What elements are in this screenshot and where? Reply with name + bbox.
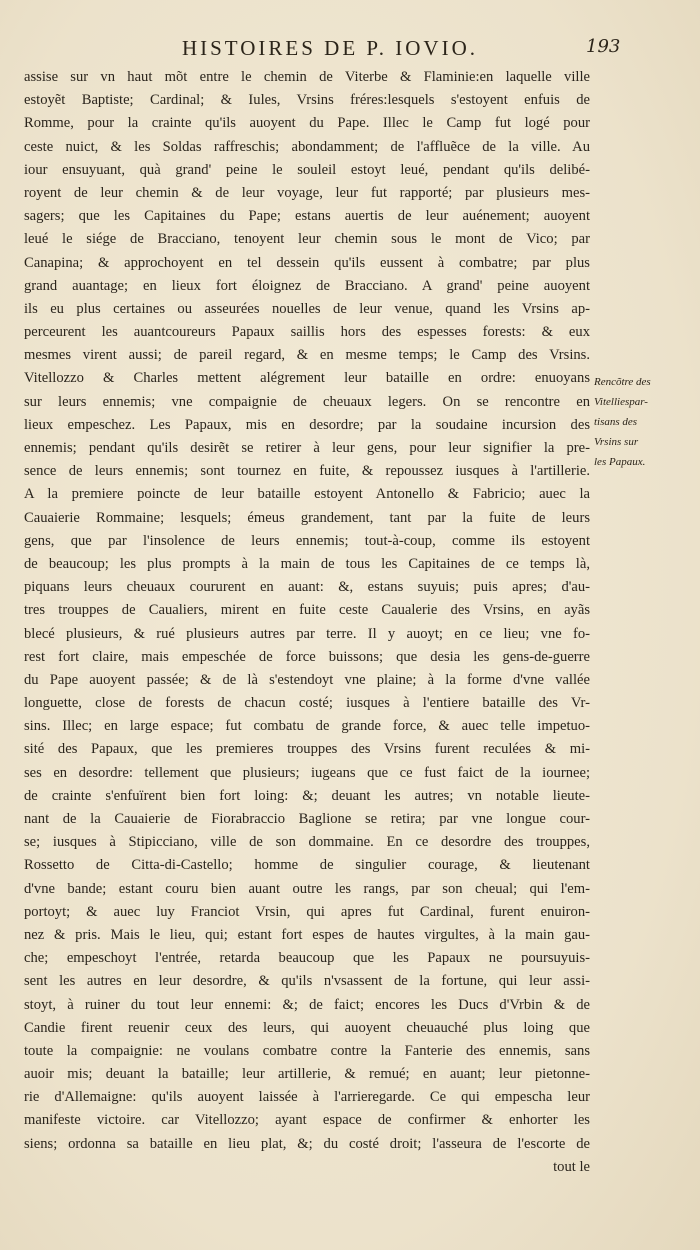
page-number: 193 bbox=[586, 36, 621, 57]
text-line: perceurent les auantcoureurs Papaux saillis hors des espesses forests: & eux bbox=[24, 324, 590, 341]
text-line: toute la compaignie: ne voulans combatre contre la Fanterie des ennemis, sans bbox=[24, 1042, 590, 1059]
text-line: rie d'Allemaigne: qu'ils auoyent laissée à l'arrieregarde. Ce qui empescha leur bbox=[24, 1089, 590, 1106]
text-line: nez & pris. Mais le lieu, qui; estant fort espes de hautes virgultes, à la main gau- bbox=[24, 926, 590, 943]
text-line: Candie firent reuenir ceux des leurs, qui auoyent cheuauché plus loing que bbox=[24, 1019, 590, 1036]
text-line: stoyt, à ruiner du tout leur ennemi: &; de faict; encores les Ducs d'Vrbin & de bbox=[24, 996, 590, 1013]
text-line: Cauaierie Rommaine; lesquels; émeus grandement, tant par la fuite de leurs bbox=[24, 509, 590, 526]
text-line: assise sur vn haut mõt entre le chemin de Viterbe & Flaminie:en laquelle ville bbox=[24, 69, 590, 85]
text-line: gens, que par l'insolence de leurs ennemis; tout-à-coup, comme ils estoyent bbox=[24, 532, 590, 549]
text-line: royent de leur chemin & de leur voyage, leur fut rapporté; par plusieurs mes- bbox=[24, 184, 590, 201]
text-line: grand auantage; en lieux fort éloignez de Bracciano. A grand' peine auoyent bbox=[24, 277, 590, 294]
text-line: blecé plusieurs, & rué plusieurs autres par terre. Il y auoyt; en ce lieu; vne fo- bbox=[24, 625, 590, 642]
text-line: Vitellozzo & Charles mettent alégrement leur bataille en ordre: enuoyans bbox=[24, 370, 590, 387]
text-line: sagers; que les Capitaines du Pape; estans auertis de leur auénement; auoyent bbox=[24, 208, 590, 225]
text-line: sité des Papaux, que les premieres trouppes des Vrsins furent reculées & mi- bbox=[24, 741, 590, 758]
text-line: estoyẽt Baptiste; Cardinal; & Iules, Vrsins fréres:lesquels s'estoyent enfuis de bbox=[24, 92, 590, 109]
text-line: tres trouppes de Caualiers, mirent en fuite ceste Caualerie des Vrsins, en ayãs bbox=[24, 602, 590, 619]
text-line: piquans leurs cheuaux coururent en auant: &, estans suyuis; puis apres; d'au- bbox=[24, 579, 590, 596]
text-line: se; iusques à Stipicciano, ville de son dommaine. En ce desordre des trouppes, bbox=[24, 834, 590, 851]
margin-note bbox=[594, 372, 694, 472]
text-line: leué le siége de Bracciano, tenoyent leur chemin sous le mont de Vico; par bbox=[24, 231, 590, 248]
text-line: manifeste victoire. car Vitellozzo; ayant espace de confirmer & enhorter les bbox=[24, 1112, 590, 1129]
text-line: longuette, close de forests de chacun costé; iusques à l'entiere bataille des Vr- bbox=[24, 695, 590, 712]
text-line: sins. Illec; en large espace; fut combatu de grande force, & auec telle impetuo- bbox=[24, 718, 590, 735]
text-line: Canapina; & approchoyent en tel dessein qu'ils eussent à combatre; par plus bbox=[24, 254, 590, 271]
text-line: ceste nuict, & les Soldas raffreschis; abondamment; de l'affluẽce de la ville. Au bbox=[24, 138, 590, 155]
text-line: de beaucoup; les plus prompts à la main de tous les Capitaines de ce temps là, bbox=[24, 555, 590, 572]
text-line: lieux empeschez. Les Papaux, mis en desordre; par la soudaine incursion des bbox=[24, 416, 590, 433]
margin-note-line: tisans des bbox=[594, 416, 638, 428]
text-line: tout le bbox=[553, 1158, 590, 1175]
margin-note-line: Vitelliespar- bbox=[594, 396, 648, 408]
text-line: ils eu plus certaines ou asseurées nouelles de leur venue, quand les Vrsins ap- bbox=[24, 300, 590, 317]
text-line: Rossetto de Citta-di-Castello; homme de singulier courage, & lieutenant bbox=[24, 857, 590, 874]
text-line: sur leurs ennemis; vne compaignie de cheuaux legers. On se rencontre en bbox=[24, 393, 590, 410]
text-line: ses en desordre: tellement que plusieurs; iugeans que ce fust faict de la iournee; bbox=[24, 764, 590, 781]
text-line: siens; ordonna sa bataille en lieu plat, &; du costé droit; l'asseura de l'escorte de bbox=[24, 1135, 590, 1152]
text-line: Romme, pour la crainte qu'ils auoyent du Pape. Illec le Camp fut logé pour bbox=[24, 115, 590, 132]
text-line: du Pape auoyent passée; & de là s'estendoyt vne plaine; à la forme d'vne vallée bbox=[24, 671, 590, 688]
text-line: nant de la Cauaierie de Fiorabraccio Baglione se retira; par vne longue cour- bbox=[24, 811, 590, 827]
text-line: che; empeschoyt l'entrée, retarda beaucoup que les Papaux ne poursuyuis- bbox=[24, 950, 590, 967]
text-line: sent les autres en leur desordre, & qu'ils n'vsassent de la fortune, qui leur assi- bbox=[24, 973, 590, 990]
margin-note-line: les Papaux. bbox=[594, 456, 646, 468]
text-line: rest fort claire, mais empeschée de force buissons; que desia les gens-de-guerre bbox=[24, 648, 590, 665]
running-title: HISTOIRES DE P. IOVIO. bbox=[181, 36, 479, 60]
text-line: sence de leurs ennemis; sont tournez en fuite, & repoussez iusques à l'artillerie. bbox=[24, 463, 590, 480]
body-text bbox=[24, 66, 590, 1179]
text-line: ennemis; pendant qu'ils desirẽt se retirer à leur gens, pour leur signifier la pre- bbox=[24, 440, 590, 456]
text-line: de crainte s'enfuïrent bien fort loing: &; deuant les autres; vn notable lieute- bbox=[24, 787, 590, 804]
margin-note-line: Vrsins sur bbox=[594, 436, 639, 448]
text-line: mesmes virent aussi; de pareil regard, & en mesme temps; le Camp des Vrsins. bbox=[24, 347, 590, 364]
text-line: auoir mis; deuant la bataille; leur artillerie, & remué; en auant; leur pietonne- bbox=[24, 1066, 590, 1083]
text-line: iour ensuyuant, quà grand' peine le souleil estoyt leué, pendant qu'ils delibé- bbox=[24, 161, 590, 178]
text-line: A la premiere poincte de leur bataille estoyent Antonello & Fabricio; auec la bbox=[24, 486, 590, 503]
margin-note-line: Rencõtre des bbox=[594, 376, 651, 388]
text-line: portoyt; & auec luy Franciot Vrsin, qui apres fut Cardinal, furent enuiron- bbox=[24, 903, 590, 920]
text-line: d'vne bande; estant couru bien auant outre les rangs, par son cheual; qui l'em- bbox=[24, 880, 590, 897]
